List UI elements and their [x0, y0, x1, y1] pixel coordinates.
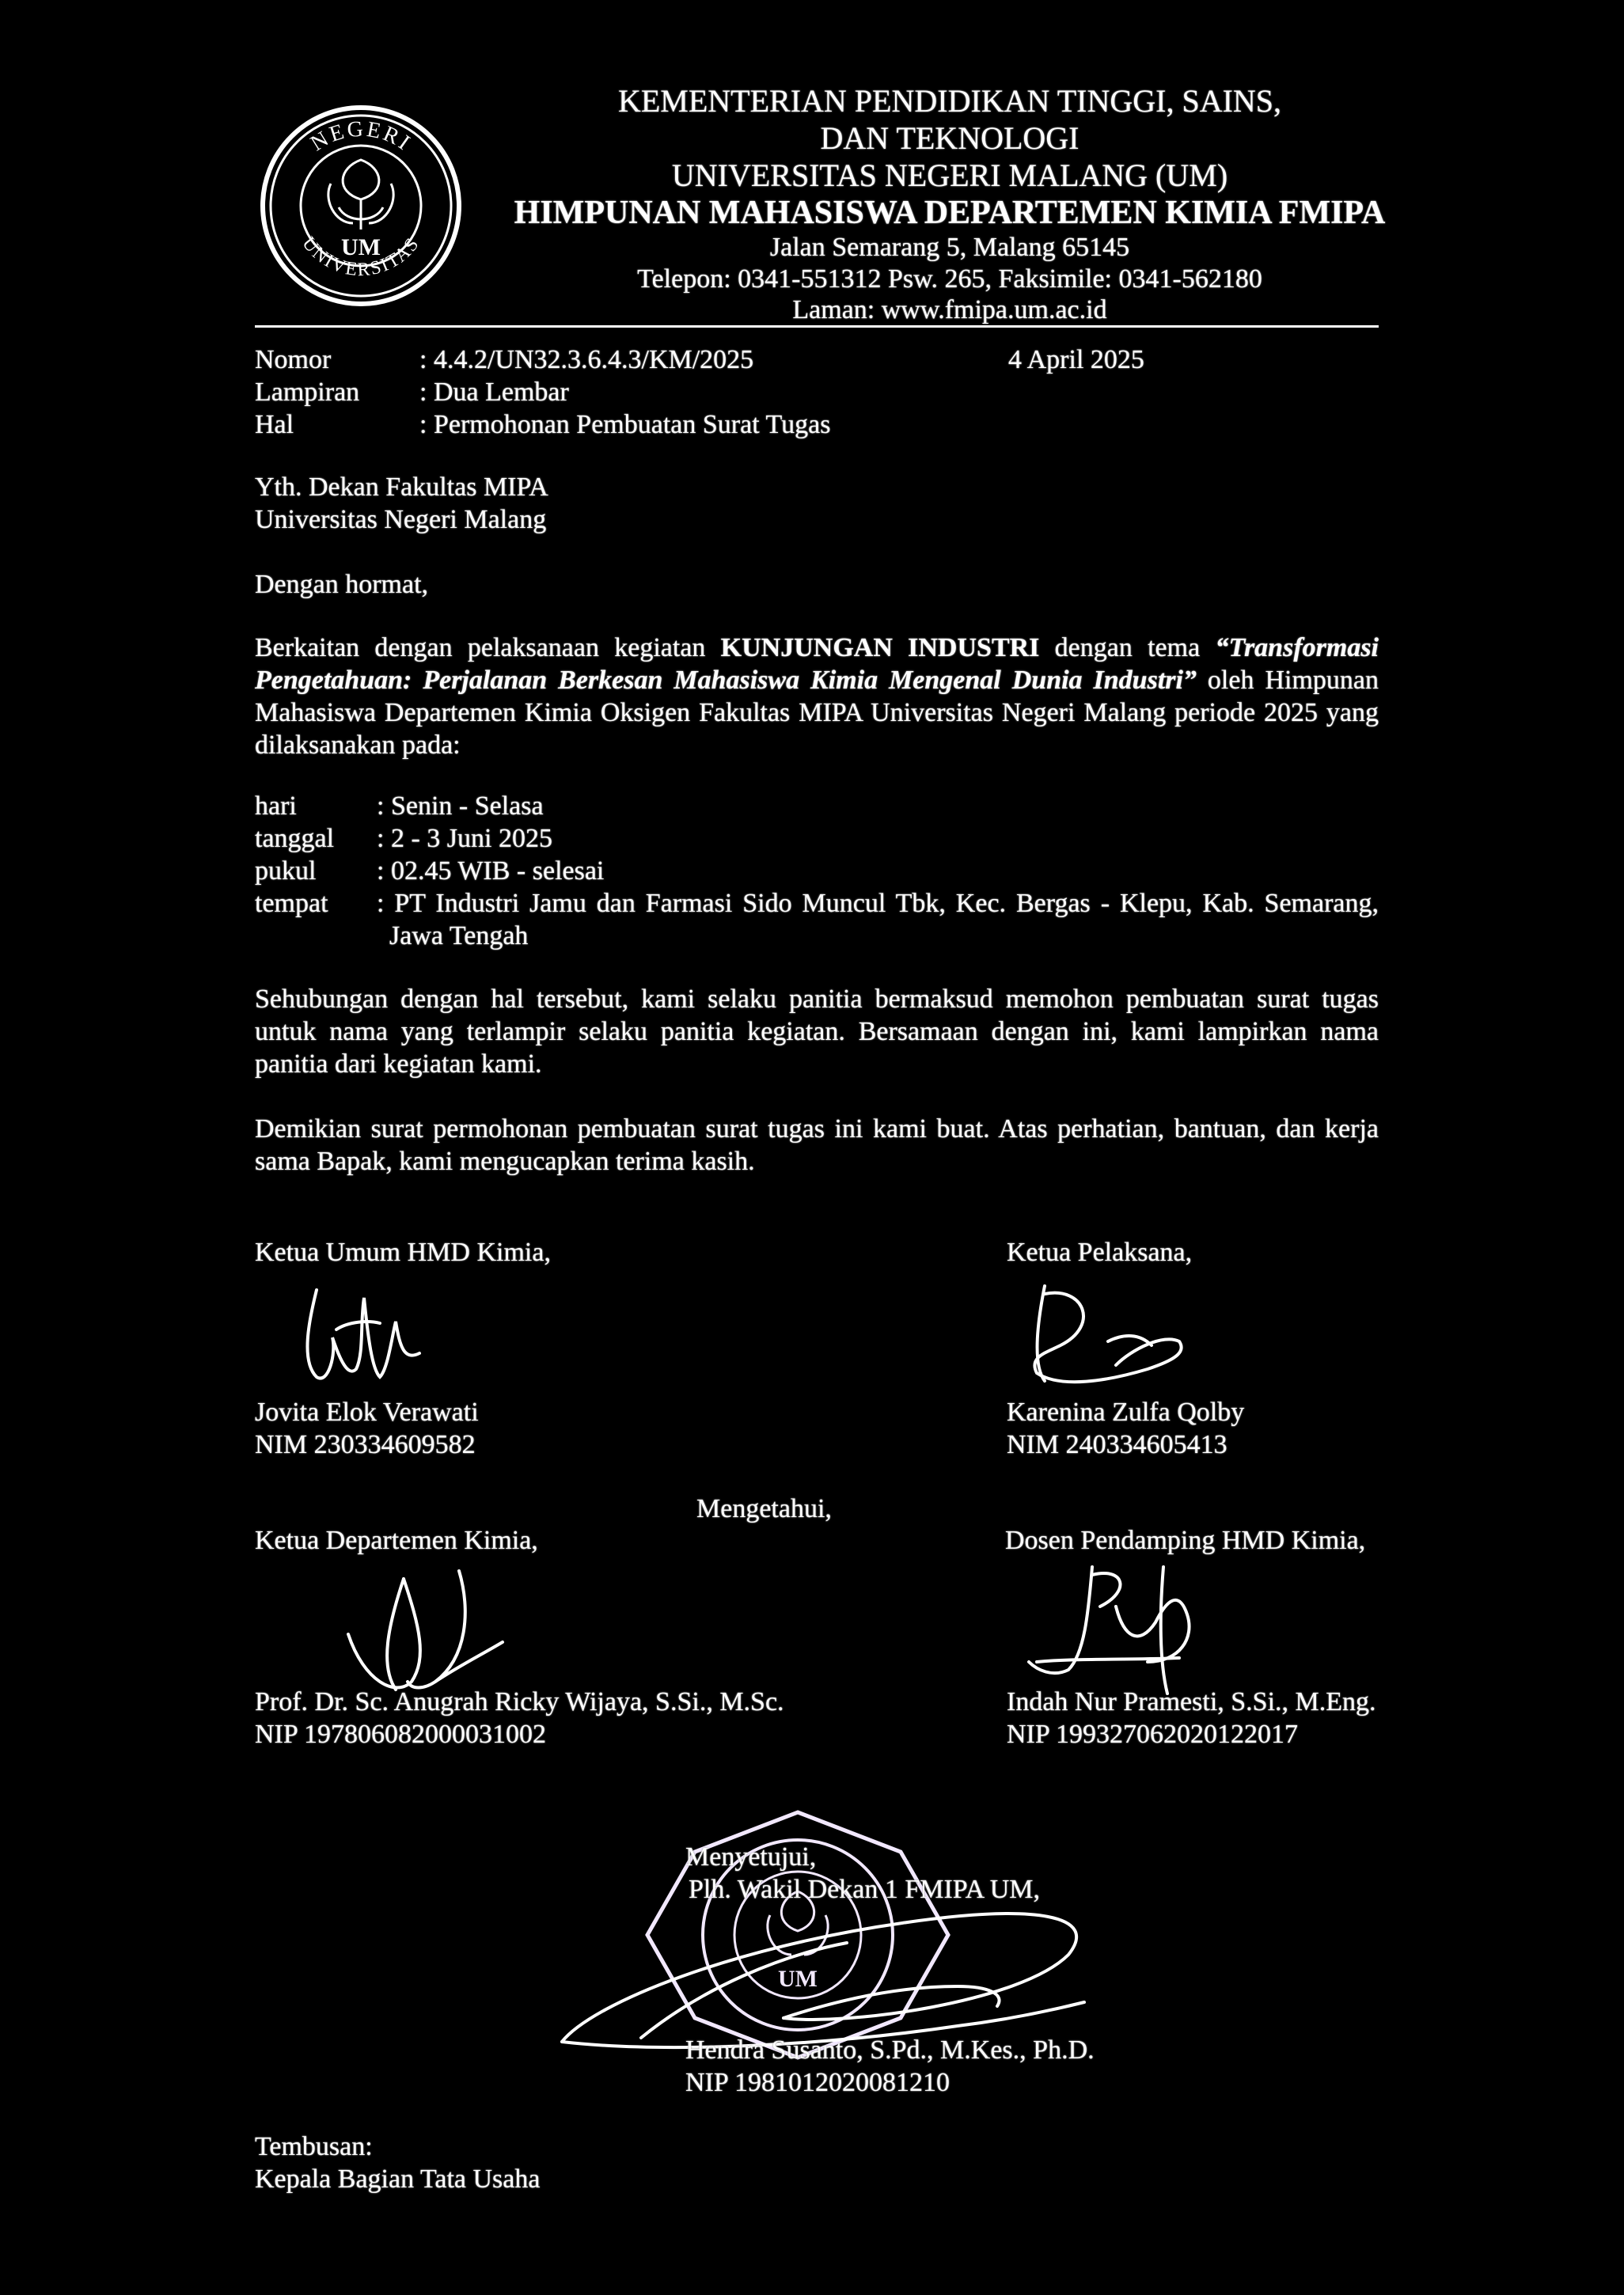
lampiran-value: : Dua Lembar [419, 377, 569, 407]
header-ministry-2: DAN TEKNOLOGI [820, 120, 1080, 156]
tembusan-item: Kepala Bagian Tata Usaha [255, 2164, 541, 2194]
tanggal-label: tanggal [255, 824, 335, 853]
approve-title: Plh. Wakil Dekan 1 FMIPA UM, [689, 1875, 1041, 1904]
signature-karenina [1013, 1278, 1195, 1397]
signature-jovita [293, 1274, 435, 1393]
sig-left1-title: Ketua Umum HMD Kimia, [255, 1238, 551, 1267]
tempat-label: tempat [255, 889, 328, 918]
header-ministry: KEMENTERIAN PENDIDIKAN TINGGI, SAINS, [617, 83, 1282, 119]
paragraph-intro-part2: dengan tema [1039, 633, 1216, 662]
event-theme: “Transformasi Pengetahuan: Perjalanan Berkesan Mahasiswa Kimia Mengenal Dunia Industri” [255, 633, 1379, 695]
pukul-label: pukul [255, 856, 317, 886]
header-divider [255, 325, 1379, 328]
approve-name: Hendra Susanto, S.Pd., M.Kes., Ph.D. [685, 2035, 1095, 2065]
sig-left1-id: NIM 230334609582 [255, 1430, 476, 1459]
approve-label: Menyetujui, [685, 1842, 817, 1872]
sig-left2-id: NIP 197806082000031002 [255, 1720, 547, 1749]
sig-left2-name: Prof. Dr. Sc. Anugrah Ricky Wijaya, S.Si., M.Sc. [255, 1687, 784, 1717]
recipient-line-2: Universitas Negeri Malang [255, 505, 547, 534]
tanggal-value: : 2 - 3 Juni 2025 [377, 824, 552, 853]
hal-value: : Permohonan Pembuatan Surat Tugas [419, 410, 831, 439]
nomor-value: : 4.4.2/UN32.3.6.4.3/KM/2025 [419, 345, 754, 374]
hari-value: : Senin - Selasa [377, 791, 544, 821]
header-website[interactable]: Laman: www.fmipa.um.ac.id [792, 295, 1107, 324]
hari-label: hari [255, 791, 297, 821]
sig-right1-id: NIM 240334605413 [1007, 1430, 1227, 1459]
approve-id: NIP 1981012020081210 [685, 2068, 950, 2097]
tempat-value: : PT Industri Jamu dan Farmasi Sido Muncul Tbk, Kec. Bergas - Klepu, Kab. Semarang, [377, 889, 1379, 918]
paragraph-intro-part1: Berkaitan dengan pelaksanaan kegiatan [255, 633, 721, 662]
sig-right2-name: Indah Nur Pramesti, S.Si., M.Eng. [1007, 1687, 1376, 1717]
header-organization: HIMPUNAN MAHASISWA DEPARTEMEN KIMIA FMIPA [514, 195, 1386, 231]
sig-right2-title: Dosen Pendamping HMD Kimia, [1005, 1526, 1366, 1555]
recipient-line-1: Yth. Dekan Fakultas MIPA [255, 472, 548, 502]
mengetahui-label: Mengetahui, [696, 1494, 832, 1523]
signature-anugrah [332, 1563, 522, 1705]
tempat-value-2: Jawa Tengah [389, 921, 529, 950]
sig-left1-name: Jovita Elok Verawati [255, 1398, 479, 1427]
paragraph-intro [255, 632, 1379, 761]
sig-right1-name: Karenina Zulfa Qolby [1007, 1398, 1245, 1427]
logo-text-top: NEGERI [306, 116, 416, 157]
logo-text-bottom: UNIVERSITAS [298, 233, 424, 281]
nomor-label: Nomor [255, 345, 332, 374]
letter-date: 4 April 2025 [1008, 345, 1144, 374]
header-phone: Telepon: 0341-551312 Psw. 265, Faksimile: 0341-562180 [637, 264, 1262, 294]
hal-label: Hal [255, 410, 294, 439]
stamp-center-text: UM [778, 1966, 818, 1992]
sig-right2-id: NIP 199327062020122017 [1007, 1720, 1299, 1749]
logo-center-text: UM [341, 234, 381, 260]
paragraph-intro-part3: oleh Himpunan Mahasiswa Departemen Kimia Oksigen Fakultas MIPA Universitas Negeri Malang periode 2025 yang dilaksanakan pada: [255, 666, 1379, 760]
sig-left2-title: Ketua Departemen Kimia, [255, 1526, 538, 1555]
header-university: UNIVERSITAS NEGERI MALANG (UM) [671, 157, 1228, 193]
sig-right1-title: Ketua Pelaksana, [1007, 1238, 1193, 1267]
event-name: KUNJUNGAN INDUSTRI [720, 633, 1040, 662]
paragraph-request: Sehubungan dengan hal tersebut, kami selaku panitia bermaksud memohon pembuatan surat tugas untuk nama yang terlampir selaku panitia kegiatan. Bersamaan dengan ini, kami lampirkan nama panitia dari kegiatan kami. [255, 984, 1379, 1079]
paragraph-closing: Demikian surat permohonan pembuatan surat tugas ini kami buat. Atas perhatian, bantuan, dan kerja sama Bapak, kami mengucapkan terima kasih. [255, 1114, 1379, 1176]
lampiran-label: Lampiran [255, 377, 360, 407]
university-logo [260, 104, 462, 307]
pukul-value: : 02.45 WIB - selesai [377, 856, 605, 886]
header-address: Jalan Semarang 5, Malang 65145 [769, 233, 1130, 262]
signature-indah [1021, 1551, 1219, 1709]
salutation: Dengan hormat, [255, 570, 429, 599]
tembusan-label: Tembusan: [255, 2132, 373, 2161]
